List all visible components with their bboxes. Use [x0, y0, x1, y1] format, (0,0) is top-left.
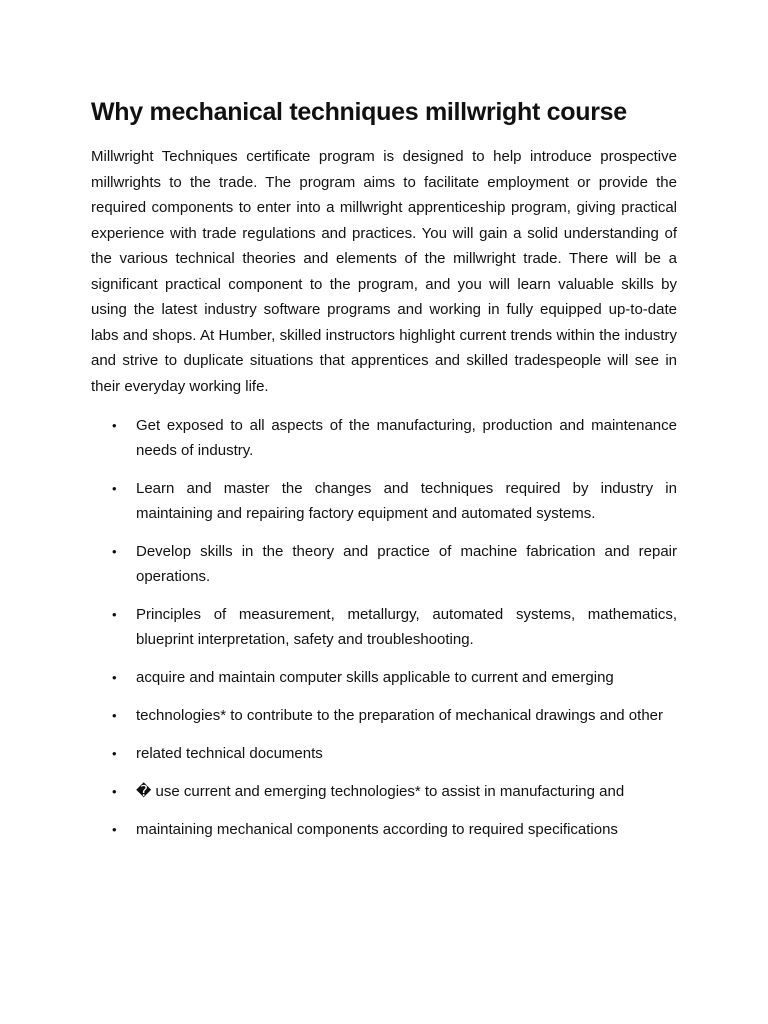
- bullet-icon: •: [112, 670, 117, 685]
- list-item-text: maintaining mechanical components according to required specifications: [136, 821, 618, 838]
- bullet-icon: •: [112, 708, 117, 723]
- document-page: [91, 96, 677, 855]
- bullet-icon: •: [112, 481, 117, 496]
- list-item-text: acquire and maintain computer skills applicable to current and emerging: [136, 669, 614, 686]
- list-item-text: Develop skills in the theory and practice of machine fabrication and repair operations.: [136, 543, 677, 585]
- bullet-icon: •: [112, 544, 117, 559]
- list-item: [91, 741, 677, 766]
- page-title: Why mechanical techniques millwright course: [91, 98, 627, 126]
- list-item-text: Principles of measurement, metallurgy, automated systems, mathematics, blueprint interpretation, safety and troubleshooting.: [136, 606, 677, 648]
- list-item: [91, 602, 677, 652]
- list-item: [91, 476, 677, 526]
- bullet-list: [91, 413, 677, 842]
- list-item-text: Learn and master the changes and techniques required by industry in maintaining and repairing factory equipment and automated systems.: [136, 480, 677, 522]
- bullet-icon: •: [112, 418, 117, 433]
- bullet-icon: •: [112, 607, 117, 622]
- list-item-text: technologies* to contribute to the preparation of mechanical drawings and other: [136, 707, 663, 724]
- list-item: [91, 539, 677, 589]
- bullet-icon: •: [112, 822, 117, 837]
- bullet-icon: •: [112, 784, 117, 799]
- list-item-text: � use current and emerging technologies* to assist in manufacturing and: [136, 783, 625, 800]
- list-item: [91, 665, 677, 690]
- list-item-text: Get exposed to all aspects of the manufacturing, production and maintenance needs of industry.: [136, 417, 677, 459]
- intro-paragraph: Millwright Techniques certificate program is designed to help introduce prospective millwrights to the trade. The program aims to facilitate employment or provide the required components to enter into a millwright apprenticeship program, giving practical experience with trade regulations and practices. You will gain a solid understanding of the various technical theories and elements of the millwright trade. There will be a significant practical component to the program, and you will learn valuable skills by using the latest industry software programs and working in fully equipped up-to-date labs and shops. At Humber, skilled instructors highlight current trends within the industry and strive to duplicate situations that apprentices and skilled tradespeople will see in their everyday working life.: [91, 148, 677, 395]
- list-item-text: related technical documents: [136, 745, 323, 762]
- list-item: [91, 779, 677, 804]
- list-item: [91, 703, 677, 728]
- bullet-icon: •: [112, 746, 117, 761]
- list-item: [91, 817, 677, 842]
- list-item: [91, 413, 677, 463]
